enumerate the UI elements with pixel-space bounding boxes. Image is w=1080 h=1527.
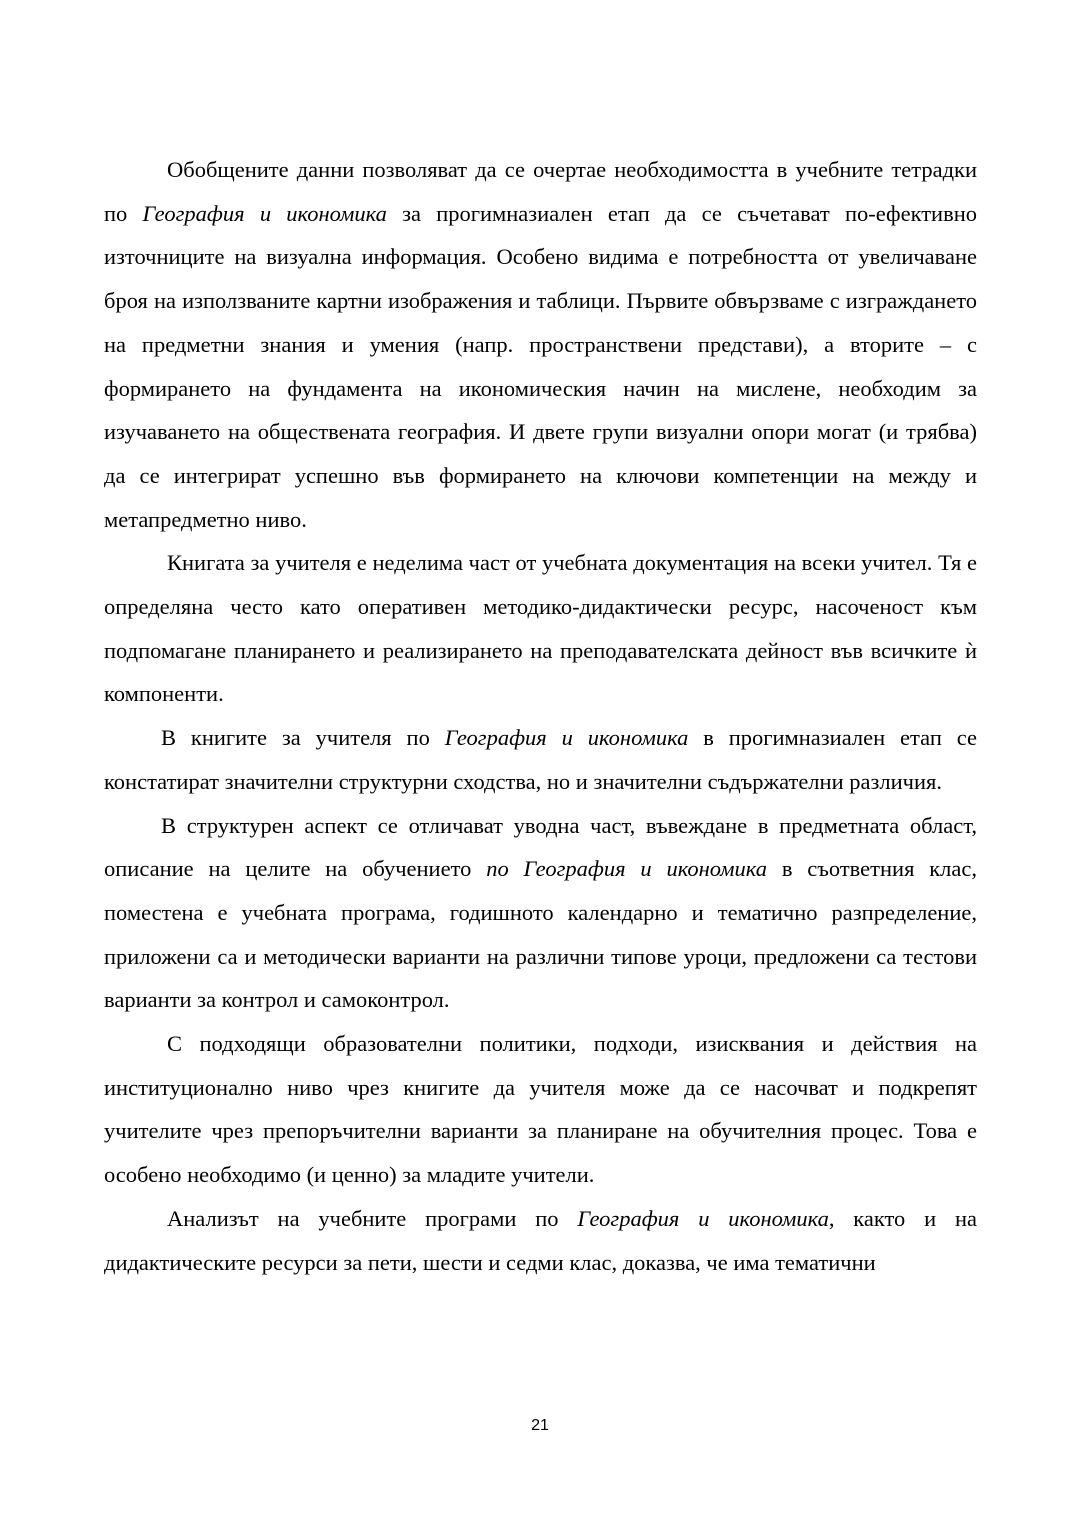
paragraph-1 bbox=[104, 148, 977, 541]
paragraph-3-italic: География и икономика bbox=[444, 725, 689, 751]
paragraph-3 bbox=[104, 716, 977, 803]
paragraph-4 bbox=[104, 804, 977, 1023]
page-number: 21 bbox=[531, 1417, 549, 1434]
paragraph-1-text: Обобщените данни позволяват да се очертае необходимостта в учебните тетрадки по bbox=[104, 157, 977, 226]
body-text bbox=[104, 148, 977, 1284]
paragraph-6-italic: География и икономика bbox=[577, 1205, 829, 1231]
paragraph-5-text: С подходящи образователни политики, подходи, изисквания и действия на институционално ниво чрез книгите да учителя може да се насочват и подкрепят учителите чрез препоръчителни варианти за планиране на обучителния процес. Това е особено необходимо (и ценно) за младите учители. bbox=[104, 1031, 977, 1188]
paragraph-3-text: В книгите за учителя по bbox=[161, 725, 445, 751]
paragraph-2-text: Книгата за учителя е неделима част от учебната документация на всеки учител. Тя е определяна често като оперативен методико-дидактически ресурс, насоченост към подпомагане планирането и реализирането на преподавателската дейност във всичките ѝ компоненти. bbox=[104, 550, 977, 707]
paragraph-6-text-2: , както и на дидактическите ресурси за пети, шести и седми клас, доказва, че има тематични bbox=[104, 1205, 977, 1275]
paragraph-4-text: В структурен аспект се отличават уводна част, въвеждане в предметната област, описание на целите на обучението bbox=[104, 812, 977, 882]
paragraph-2 bbox=[104, 541, 977, 716]
paragraph-3-text-2: в прогимназиален етап се констатират значителни структурни сходства, но и значителни съдържателни различия. bbox=[104, 725, 978, 794]
paragraph-4-text-2: в съответния клас, поместена е учебната програма, годишното календарно и тематично разпределение, приложени са и методически варианти на различни типове уроци, предложени са тестови варианти за контрол и самоконтрол. bbox=[104, 856, 978, 1013]
paragraph-6 bbox=[104, 1197, 977, 1284]
paragraph-1-text-2: за прогимназиален етап да се съчетават по-ефективно източниците на визуална информация. Особено видима е потребността от увеличаване броя на използваните картни изображения и таблици. Първите обвързваме с изграждането на предметни знания и умения (напр. пространствени представи), а вторите – с формирането на фундамента на икономическия начин на мислене, необходим за изучаването на обществената география. И двете групи визуални опори могат (и трябва) да се интегрират успешно във формирането на ключови компетенции на между и метапредметно ниво. bbox=[104, 200, 977, 532]
paragraph-4-italic: по География и икономика bbox=[486, 856, 767, 882]
paragraph-5 bbox=[104, 1022, 977, 1197]
paragraph-1-italic: География и икономика bbox=[142, 200, 387, 226]
paragraph-6-text: Анализът на учебните програми по bbox=[167, 1205, 578, 1231]
